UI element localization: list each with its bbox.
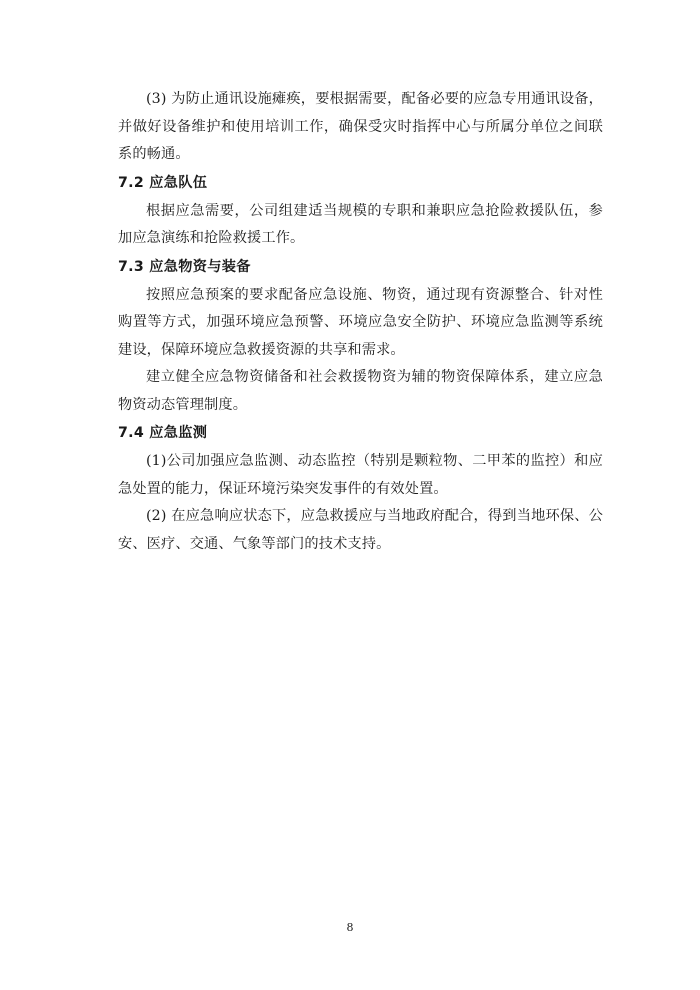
page-number: 8 <box>346 921 354 934</box>
section-heading-7-3: 7.3 应急物资与装备 <box>118 258 251 275</box>
paragraph-emergency-team: 根据应急需要，公司组建适当规模的专职和兼职应急抢险救援队伍，参加应急演练和抢险救援工作。 <box>118 202 603 246</box>
section-heading-7-2: 7.2 应急队伍 <box>118 174 208 191</box>
paragraph-communication-equipment: (3) 为防止通讯设施瘫痪，要根据需要，配备必要的应急专用通讯设备，并做好设备维护和使用培训工作，确保受灾时指挥中心与所属分单位之间联系的畅通。 <box>118 91 603 162</box>
paragraph-government-cooperation: (2) 在应急响应状态下，应急救援应与当地政府配合，得到当地环保、公安、医疗、交通、气象等部门的技术支持。 <box>118 508 603 552</box>
document-body <box>118 86 603 558</box>
paragraph-material-reserve: 建立健全应急物资储备和社会救援物资为辅的物资保障体系，建立应急物资动态管理制度。 <box>118 369 603 413</box>
paragraph-emergency-facilities: 按照应急预案的要求配备应急设施、物资，通过现有资源整合、针对性购置等方式，加强环境应急预警、环境应急安全防护、环境应急监测等系统建设，保障环境应急救援资源的共享和需求。 <box>118 286 603 358</box>
paragraph-monitoring-capability: (1)公司加强应急监测、动态监控（特别是颗粒物、二甲苯的监控）和应急处置的能力，保证环境污染突发事件的有效处置。 <box>118 453 603 497</box>
section-heading-7-4: 7.4 应急监测 <box>118 425 208 441</box>
